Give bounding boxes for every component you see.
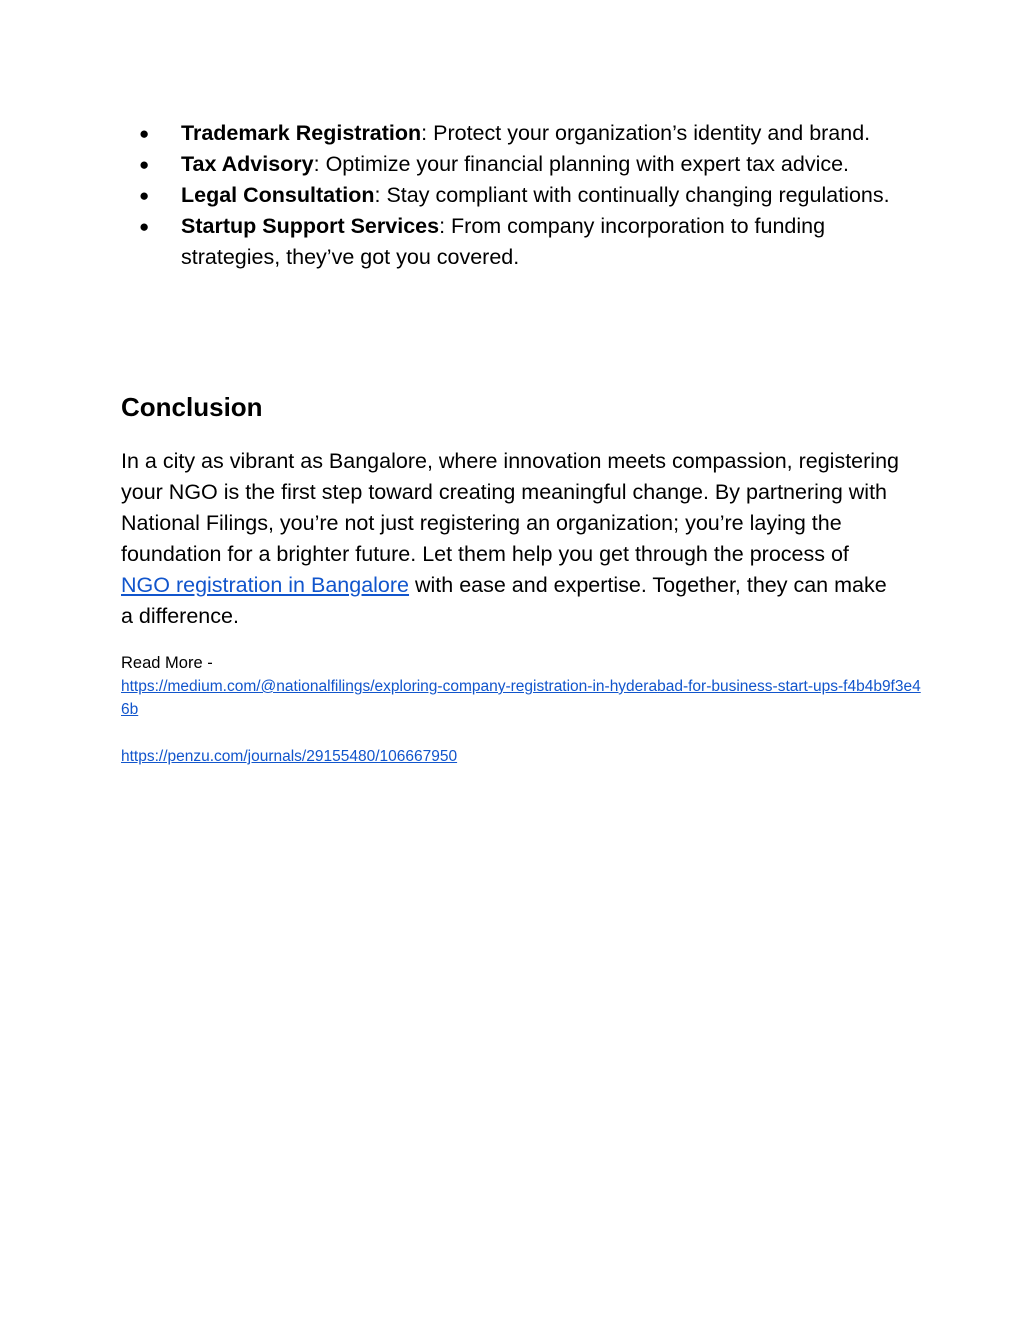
service-description: : Protect your organization’s identity and brand. [421, 121, 871, 145]
service-title: Trademark Registration [181, 121, 422, 145]
service-title: Legal Consultation [181, 183, 375, 207]
medium-article-link[interactable]: https://medium.com/@nationalfilings/exploring-company-registration-in-hyderabad-for-business-start-ups-f4b4b9f3e46b [121, 678, 921, 718]
bullet-icon: ● [139, 155, 150, 174]
services-list [121, 118, 901, 273]
penzu-link-block [121, 745, 457, 768]
conclusion-paragraph [121, 446, 901, 632]
read-more-block [121, 652, 921, 721]
service-description: : Stay compliant with continually changing regulations. [374, 183, 890, 207]
list-item [121, 180, 901, 211]
bullet-icon: ● [139, 217, 150, 236]
list-item [121, 118, 901, 149]
list-item [121, 211, 901, 273]
conclusion-text-end: with ease and expertise. Together, they can make a difference. [121, 573, 887, 628]
ngo-registration-link[interactable]: NGO registration in Bangalore [121, 573, 410, 597]
conclusion-heading: Conclusion [121, 392, 263, 422]
service-description: : From company incorporation to funding strategies, they’ve got you covered. [181, 214, 826, 269]
bullet-icon: ● [139, 186, 150, 205]
conclusion-text: In a city as vibrant as Bangalore, where innovation meets compassion, registering your NGO is the first step toward creating meaningful change. By partnering with National Filings, you’re not just registering an organization; you’re laying the foundation for a brighter future. Let them help you get through the process of [121, 449, 899, 566]
list-item [121, 149, 901, 180]
service-description: : Optimize your financial planning with expert tax advice. [313, 152, 850, 176]
read-more-label: Read More - [121, 654, 213, 672]
bullet-icon: ● [139, 124, 150, 143]
service-title: Startup Support Services [181, 214, 440, 238]
penzu-journal-link[interactable]: https://penzu.com/journals/29155480/106667950 [121, 748, 458, 765]
service-title: Tax Advisory [181, 152, 314, 176]
